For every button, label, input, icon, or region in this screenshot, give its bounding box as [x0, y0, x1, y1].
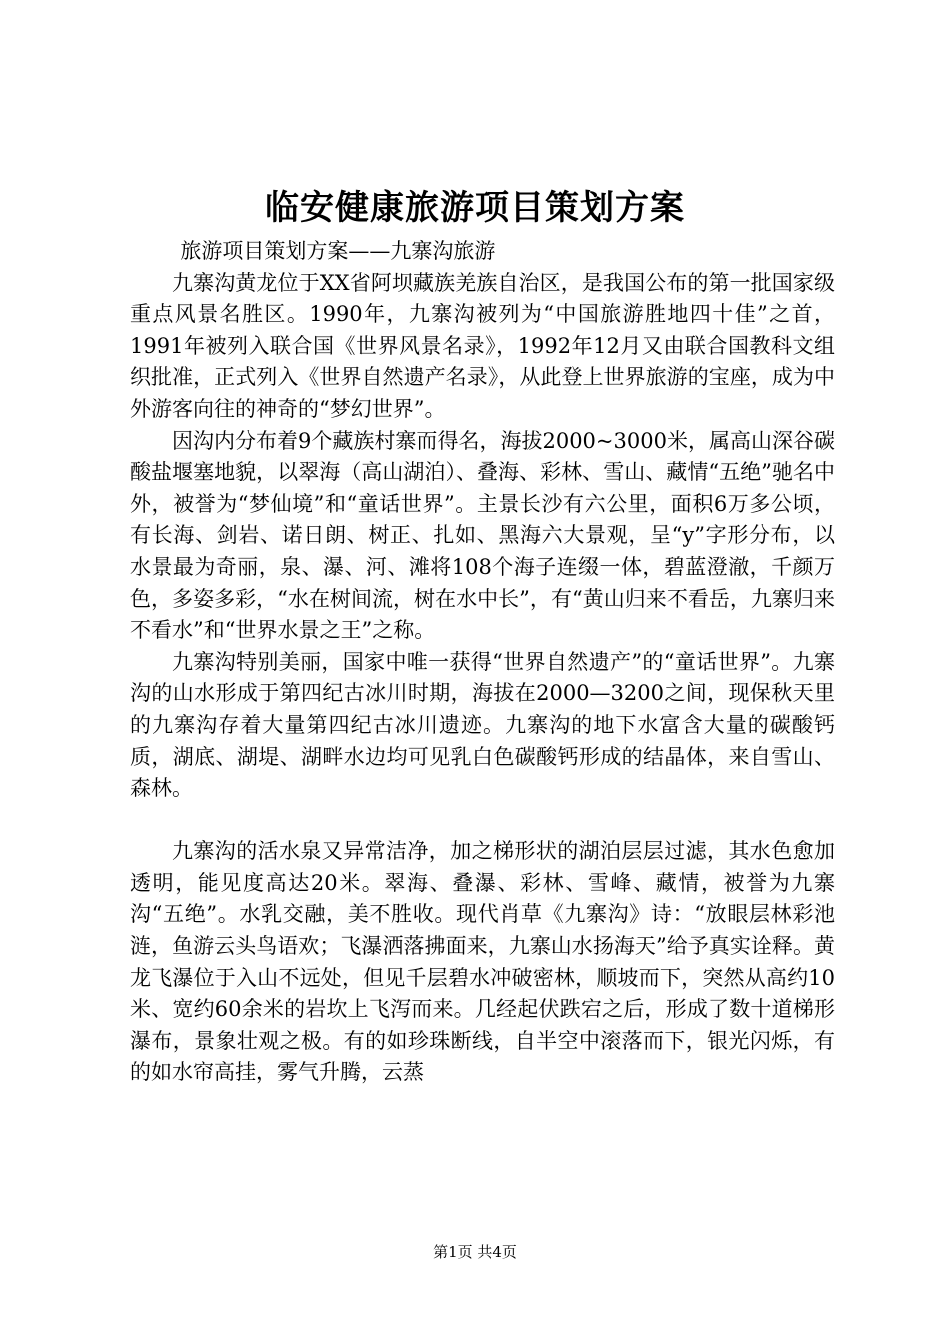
- document-body: [130, 236, 835, 1089]
- paragraph-location: 九寨沟黄龙位于XX省阿坝藏族羌族自治区，是我国公布的第一批国家级重点风景名胜区。1990年，九寨沟被列为“中国旅游胜地四十佳”之首，1991年被列入联合国《世界风景名录》，1992年12月又由联合国教科文组织批准，正式列入《世界自然遗产名录》，从此登上世界旅游的宝座，成为中外游客向往的神奇的“梦幻世界”。: [130, 270, 835, 421]
- document-title: 临安健康旅游项目策划方案: [265, 188, 685, 228]
- page-number-footer: 第1页 共4页: [433, 1243, 517, 1261]
- paragraph-waters: 九寨沟的活水泉又异常洁净，加之梯形状的湖泊层层过滤，其水色愈加透明，能见度高达20米。翠海、叠瀑、彩林、雪峰、藏情，被誉为九寨沟“五绝”。水乳交融，美不胜收。现代肖草《九寨沟》诗：“放眼层林彩池涟，鱼游云头鸟语欢；飞瀑洒落拂面来，九寨山水扬海天”给予真实诠释。黄龙飞瀑位于入山不远处，但见千层碧水冲破密林，顺坡而下，突然从高约10米、宽约60余米的岩坎上飞泻而来。几经起伏跌宕之后，形成了数十道梯形瀑布，景象壮观之极。有的如珍珠断线，自半空中滚落而下，银光闪烁，有的如水帘高挂，雾气升腾，云蒸: [130, 839, 835, 1085]
- paragraph-landscape: 因沟内分布着9个藏族村寨而得名，海拔2000~3000米，属高山深谷碳酸盐堰塞地貌，以翠海（高山湖泊）、叠海、彩林、雪山、藏情“五绝”驰名中外，被誉为“梦仙境”和“童话世界”。主景长沙有六公里，面积6万多公顷，有长海、剑岩、诺日朗、树正、扎如、黑海六大景观，呈“y”字形分布，以水景最为奇丽，泉、瀑、河、滩将108个海子连缀一体，碧蓝澄澈，千颜万色，多姿多彩，“水在树间流，树在水中长”，有“黄山归来不看岳，九寨归来不看水”和“世界水景之王”之称。: [130, 428, 835, 643]
- document-subtitle: 旅游项目策划方案——九寨沟旅游: [180, 239, 496, 263]
- paragraph-spacer: [130, 805, 835, 837]
- paragraph-geology: 九寨沟特别美丽，国家中唯一获得“世界自然遗产”的“童话世界”。九寨沟的山水形成于第四纪古冰川时期，海拔在2000—3200之间，现保秋天里的九寨沟存着大量第四纪古冰川遗迹。九寨沟的地下水富含大量的碳酸钙质，湖底、湖堤、湖畔水边均可见乳白色碳酸钙形成的结晶体，来自雪山、森林。: [130, 649, 835, 801]
